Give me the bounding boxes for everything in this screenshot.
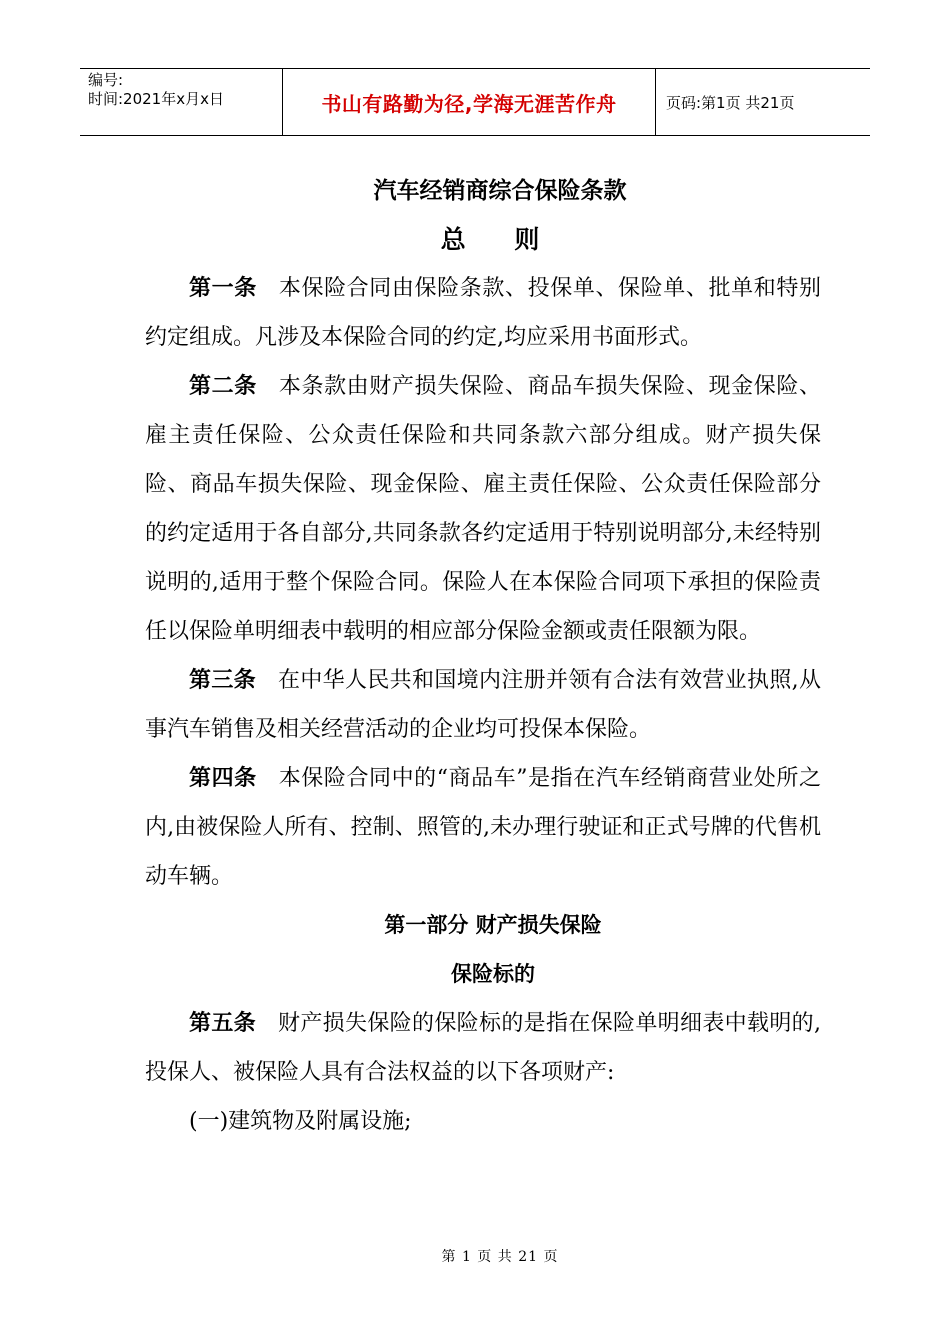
article-number: 第三条 bbox=[189, 668, 256, 693]
article-3 bbox=[145, 656, 821, 754]
document-title: 汽车经销商综合保险条款 bbox=[373, 178, 627, 204]
section-general-title: 总 则 bbox=[440, 225, 560, 254]
header-table bbox=[80, 68, 870, 136]
article-text: 本保险合同中的“商品车”是指在汽车经销商营业处所之内,由被保险人所有、控制、照管的,未办理行驶证和正式号牌的代售机动车辆。 bbox=[145, 766, 821, 889]
number-label: 编号: bbox=[88, 71, 124, 89]
article-5 bbox=[145, 999, 821, 1097]
article-number: 第四条 bbox=[189, 766, 257, 791]
article-1 bbox=[145, 264, 821, 362]
article-number: 第五条 bbox=[189, 1011, 256, 1036]
article-4 bbox=[145, 754, 821, 901]
subject-heading: 保险标的 bbox=[451, 962, 535, 986]
article-text: 财产损失保险的保险标的是指在保险单明细表中载明的,投保人、被保险人具有合法权益的以下各项财产: bbox=[145, 1011, 821, 1085]
article-2 bbox=[145, 362, 821, 656]
motto-text: 书山有路勤为径,学海无涯苦作舟 bbox=[321, 91, 617, 116]
document-body bbox=[145, 264, 821, 1146]
header-meta bbox=[80, 69, 282, 135]
list-item: (一)建筑物及附属设施; bbox=[189, 1109, 412, 1134]
article-text: 本条款由财产损失保险、商品车损失保险、现金保险、雇主责任保险、公众责任保险和共同条款六部分组成。财产损失保险、商品车损失保险、现金保险、雇主责任保险、公众责任保险部分的约定适用于各自部分,共同条款各约定适用于特别说明部分,未经特别说明的,适用于整个保险合同。保险人在本保险合同项下承担的保险责任以保险单明细表中载明的相应部分保险金额或责任限额为限。 bbox=[145, 374, 821, 644]
header-page-cell bbox=[656, 69, 870, 135]
article-text: 在中华人民共和国境内注册并领有合法有效营业执照,从事汽车销售及相关经营活动的企业均可投保本保险。 bbox=[145, 668, 821, 742]
page-info: 页码:第1页 共21页 bbox=[666, 93, 795, 112]
header-motto-cell bbox=[282, 69, 656, 135]
part-one-heading: 第一部分 财产损失保险 bbox=[384, 913, 602, 937]
article-text: 本保险合同由保险条款、投保单、保险单、批单和特别约定组成。凡涉及本保险合同的约定,均应采用书面形式。 bbox=[145, 276, 821, 350]
time-label: 时间:2021年x月x日 bbox=[88, 90, 224, 108]
article-number: 第一条 bbox=[189, 276, 257, 301]
page-footer: 第 1 页 共 21 页 bbox=[441, 1249, 559, 1265]
article-number: 第二条 bbox=[189, 374, 257, 399]
